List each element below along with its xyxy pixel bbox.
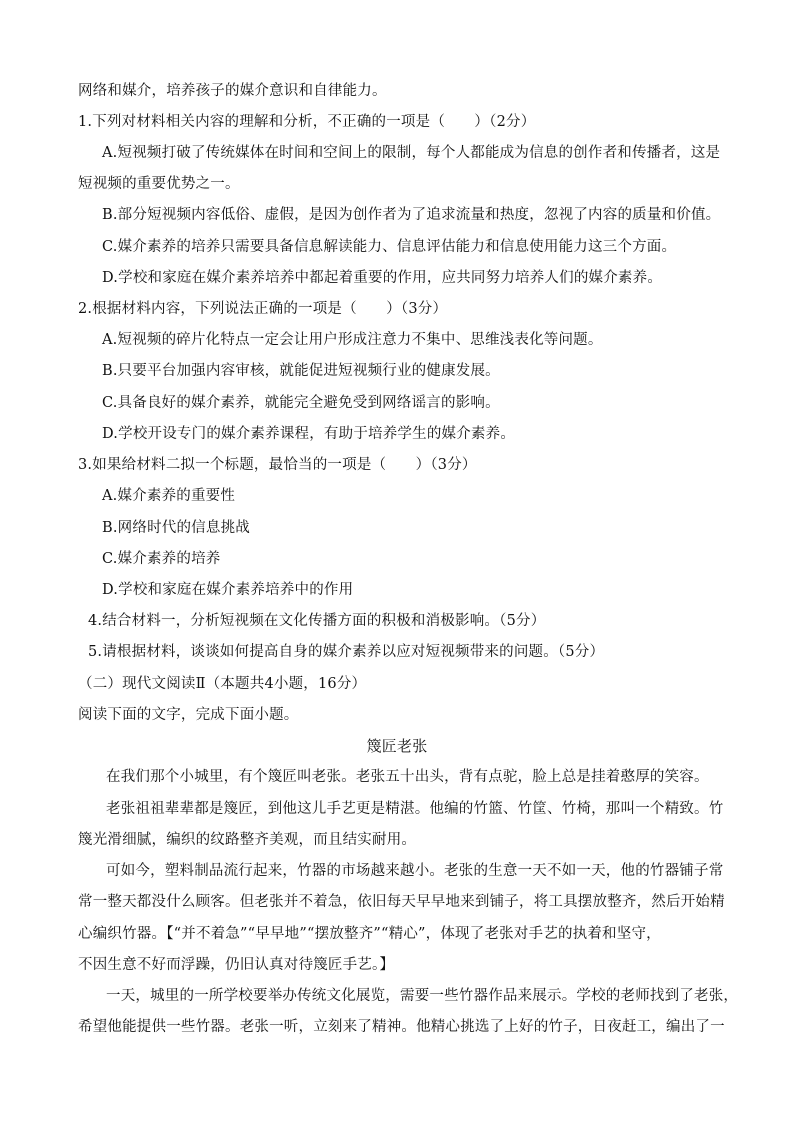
question-2-option-a: A.短视频的碎片化特点一定会让用户形成注意力不集中、思维浅表化等问题。 — [102, 332, 603, 348]
story-paragraph-4-line-1: 一天，城里的一所学校要举办传统文化展览，需要一些竹器作品来展示。学校的老师找到了老张， — [106, 988, 739, 1004]
intro-line: 网络和媒介，培养孩子的媒介意识和自律能力。 — [78, 83, 387, 99]
story-paragraph-3-line-1: 可如今，塑料制品流行起来，竹器的市场越来越小。老张的生意一天不如一天，他的竹器铺子常 — [106, 863, 724, 879]
question-3-option-c: C.媒介素养的培养 — [102, 551, 221, 567]
question-3-option-d: D.学校和家庭在媒介素养培养中的作用 — [102, 582, 354, 598]
story-paragraph-4-line-2: 希望他能提供一些竹器。老张一听，立刻来了精神。他精心挑选了上好的竹子，日夜赶工，编出了一 — [78, 1019, 725, 1035]
question-1-option-c: C.媒介素养的培养只需要具备信息解读能力、信息评估能力和信息使用能力这三个方面。 — [102, 239, 677, 255]
question-1-option-b: B.部分短视频内容低俗、虚假，是因为创作者为了追求流量和热度，忽视了内容的质量和价值。 — [102, 207, 721, 223]
section-heading: （二）现代文阅读Ⅱ（本题共4小题，16分） — [78, 676, 367, 692]
question-1-option-a-cont: 短视频的重要优势之一。 — [78, 176, 240, 192]
question-2-option-c: C.具备良好的媒介素养，就能完全避免受到网络谣言的影响。 — [102, 395, 500, 411]
question-5: 5.请根据材料，谈谈如何提高自身的媒介素养以应对短视频带来的问题。（5分） — [88, 644, 605, 660]
question-2-stem: 2.根据材料内容，下列说法正确的一项是（ ）（3分） — [78, 301, 448, 317]
story-paragraph-1: 在我们那个小城里，有个篾匠叫老张。老张五十出头，背有点驼，脸上总是挂着憨厚的笑容。 — [106, 769, 709, 785]
story-title: 篾匠老张 — [366, 737, 428, 755]
question-3-option-b: B.网络时代的信息挑战 — [102, 520, 250, 536]
section-instruction: 阅读下面的文字，完成下面小题。 — [78, 707, 299, 723]
story-paragraph-3-line-4: 不因生意不好而浮躁，仍旧认真对待篾匠手艺。】 — [78, 957, 395, 973]
question-1-stem: 1.下列对材料相关内容的理解和分析，不正确的一项是（ ）（2分） — [78, 114, 536, 130]
question-1-option-a: A.短视频打破了传统媒体在时间和空间上的限制，每个人都能成为信息的创作者和传播者，这是 — [102, 145, 721, 161]
story-paragraph-3-line-2: 常一整天都没什么顾客。但老张并不着急，依旧每天早早地来到铺子，将工具摆放整齐，然后开始精 — [78, 894, 725, 910]
story-paragraph-2-line-1: 老张祖祖辈辈都是篾匠，到他这儿手艺更是精湛。他编的竹篮、竹筐、竹椅，那叫一个精致。竹 — [106, 801, 724, 817]
question-2-option-d: D.学校开设专门的媒介素养课程，有助于培养学生的媒介素养。 — [102, 426, 516, 442]
story-paragraph-2-line-2: 篾光滑细腻，编织的纹路整齐美观，而且结实耐用。 — [78, 832, 417, 848]
question-1-option-d: D.学校和家庭在媒介素养培养中都起着重要的作用，应共同努力培养人们的媒介素养。 — [102, 270, 663, 286]
question-3-option-a: A.媒介素养的重要性 — [102, 488, 236, 504]
question-3-stem: 3.如果给材料二拟一个标题，最恰当的一项是（ ）（3分） — [78, 457, 477, 473]
question-4: 4.结合材料一，分析短视频在文化传播方面的积极和消极影响。（5分） — [88, 613, 546, 629]
story-paragraph-3-line-3: 心编织竹器。【“并不着急”“早早地”“摆放整齐”“精心”，体现了老张对手艺的执着和坚守， — [78, 926, 661, 942]
question-2-option-b: B.只要平台加强内容审核，就能促进短视频行业的健康发展。 — [102, 363, 500, 379]
